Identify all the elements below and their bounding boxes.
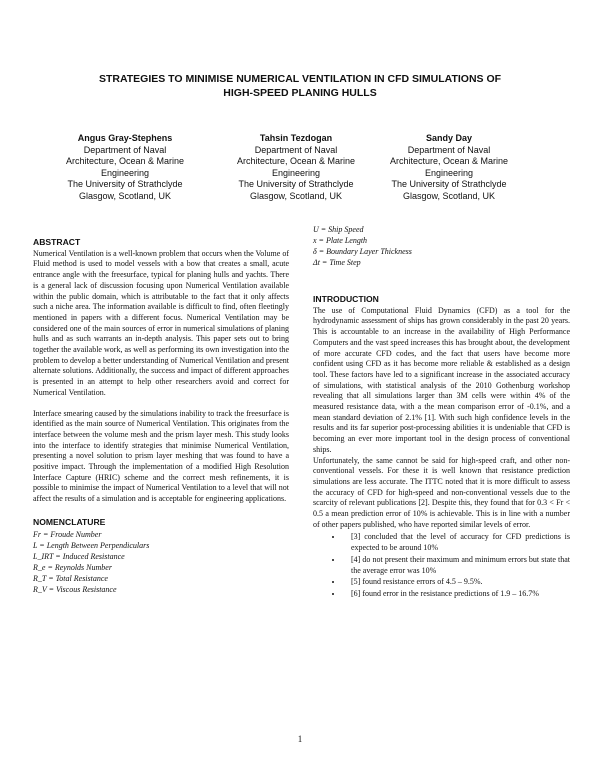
author-affiliation-line: Glasgow, Scotland, UK	[78, 190, 172, 201]
author-affiliation-line: The University of Strathclyde	[391, 179, 507, 190]
nomenclature-item: R_V = Viscous Resistance	[33, 584, 117, 594]
author-name: Tahsin Tezdogan	[259, 133, 333, 143]
author-name: Sandy Day	[425, 133, 473, 143]
title-line-1: STRATEGIES TO MINIMISE NUMERICAL VENTILATION IN CFD SIMULATIONS OF	[98, 73, 502, 85]
author-affiliation-line: Department of Naval	[254, 144, 338, 155]
abstract-heading: ABSTRACT	[33, 237, 81, 247]
author-affiliation-line: Glasgow, Scotland, UK	[249, 190, 343, 201]
nomenclature-item: x = Plate Length	[313, 236, 368, 245]
introduction-heading: INTRODUCTION	[313, 294, 379, 304]
nomenclature-item: L_IRT = Induced Resistance	[33, 551, 125, 561]
author-block-3	[374, 133, 524, 203]
page-number: 1	[297, 734, 303, 744]
title-line-2: HIGH-SPEED PLANING HULLS	[223, 87, 377, 99]
nomenclature-item: R_T = Total Resistance	[33, 573, 108, 583]
nomenclature-item: Δt = Time Step	[313, 258, 361, 267]
nomenclature-item: R_e = Reynolds Number	[33, 562, 112, 572]
author-affiliation-line: Architecture, Ocean & Marine	[389, 156, 509, 167]
author-affiliation-line: Engineering	[424, 167, 474, 178]
list-item: • [4] do not present their maximum and minimum errors but state that the average error was 10%	[343, 555, 570, 576]
author-affiliation-line: Department of Naval	[83, 144, 167, 155]
author-affiliation-line: Department of Naval	[407, 144, 491, 155]
nomenclature-list	[33, 529, 289, 595]
introduction-paragraph-2: Unfortunately, the same cannot be said for high-speed craft, and other non-conventional vessels. For these it is well known that resistance prediction simulations are less accurate. The ITTC noted that it is more difficult to assess the accuracy of CFD for high-speed and non-conventional vessels due to the scarcity of relevant publications [2]. Despite this, they found that for 0.3 < Fr < 0.5 a mean prediction error of 10% is achievable. This is in line with a number of other papers published, who have reported similar levels of error.	[313, 455, 570, 529]
nomenclature-item: U = Ship Speed	[313, 225, 364, 234]
author-affiliation-line: Engineering	[100, 167, 150, 178]
author-name: Angus Gray-Stephens	[77, 133, 173, 143]
abstract-paragraph-2: Interface smearing caused by the simulations inability to track the freesurface is identified as the main source of Numerical Ventilation. This originates from the interface between the volume mesh and the prism layer mesh. This study looks into the interface to identify strategies that minimise Numerical Ventilation, presenting a novel solution to prism layer meshing that was found to have a positive impact. Through the implementation of a modified High Resolution Interface Capture (HRIC) scheme and the correct mesh refinements, it is possible to minimise the impact of Numerical Ventilation to a level that will not affect the results of a simulation and is acceptable for engineering applications.	[33, 408, 289, 504]
nomenclature-list-continued	[313, 224, 570, 268]
author-affiliation-line: Architecture, Ocean & Marine	[236, 156, 356, 167]
author-block-2	[221, 133, 371, 203]
introduction-bullet-list	[313, 532, 570, 599]
nomenclature-item: δ = Boundary Layer Thickness	[313, 247, 412, 256]
introduction-paragraph-1: The use of Computational Fluid Dynamics (CFD) as a tool for the hydrodynamic assessment of ships has grown considerably in the past 20 years. This is accountable to an increase in the availability of High Performance Computers and the vast speed increases this has brought about, the development of more accurate CFD codes, and the fact that users have become more confident using CFD as it has become more reliable & established as a design tool. These factors have led to a significant increase in the associated accuracy of simulations, with statistical analysis of the 2010 Gothenburg workshop revealing that all simulations larger than 3M cells were within 4% of the measured resistance data, with a the mean comparison error of -0.1%, and a mean standard deviation of 2.1% [1]. With such high confidence levels in the results and its far superior post-processing abilities it is undeniable that CFD is becoming an ever more important tool in the design process of conventional ships.	[313, 305, 570, 454]
left-column	[33, 237, 289, 595]
right-column	[313, 224, 570, 601]
author-affiliation-line: The University of Strathclyde	[67, 179, 183, 190]
paper-title	[60, 72, 540, 100]
nomenclature-item: Fr = Froude Number	[33, 529, 102, 539]
author-block-1	[50, 133, 200, 203]
author-affiliation-line: Engineering	[271, 167, 321, 178]
list-item: • [3] concluded that the level of accuracy for CFD predictions is expected to be around 10%	[343, 532, 570, 553]
abstract-paragraph-1: Numerical Ventilation is a well-known problem that occurs when the Volume of Fluid method is used to model vessels with a bow that creates a small, acute entrance angle with the freesurface, typical for planing hulls and yachts. There is a general lack of discussion focusing upon Numerical Ventilation available within the public domain, which is attributable to the fact that it only affects such a niche area. The information available is difficult to find, often fleetingly mentioned in papers with a different focus. Numerical Ventilation may be considered one of the main sources of error in numerical simulations of planing hulls and as such warrants an in-depth analysis. This paper sets out to bring together the available work, as well as performing its own investigation into the problem to develop a better understanding of Numerical Ventilation and present alternate solutions. Additionally, the success and impact of different approaches is presented in an attempt to help other researchers avoid and correct for Numerical Ventilation.	[33, 248, 289, 397]
author-affiliation-line: Glasgow, Scotland, UK	[402, 190, 496, 201]
author-affiliation-line: Architecture, Ocean & Marine	[65, 156, 185, 167]
list-item: • [5] found resistance errors of 4.5 – 9.5%.	[343, 577, 570, 588]
author-affiliation-line: The University of Strathclyde	[238, 179, 354, 190]
nomenclature-heading: NOMENCLATURE	[33, 516, 106, 527]
list-item: • [6] found error in the resistance predictions of 1.9 – 16.7%	[343, 589, 570, 600]
nomenclature-item: L = Length Between Perpendiculars	[33, 540, 150, 550]
